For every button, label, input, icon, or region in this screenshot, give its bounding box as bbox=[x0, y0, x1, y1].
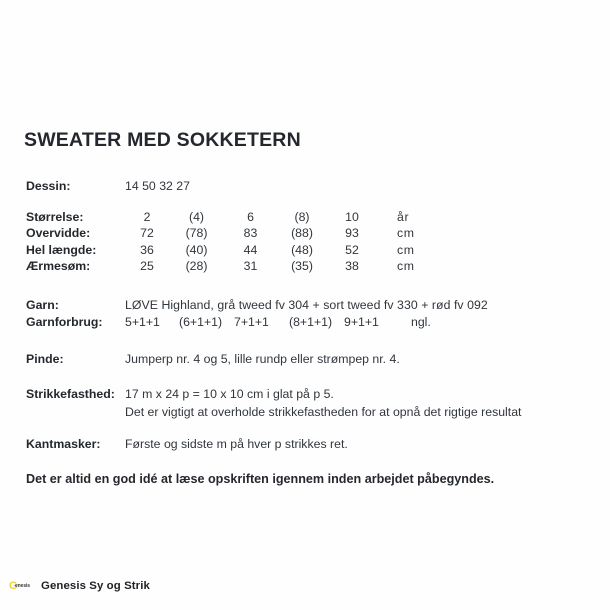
footer-brand bbox=[9, 580, 150, 592]
row-label-storrelse: Størrelse: bbox=[26, 210, 84, 224]
unit-hel-laengde: cm bbox=[397, 242, 415, 257]
table-row bbox=[26, 243, 415, 259]
kantmasker-label: Kantmasker: bbox=[26, 437, 101, 451]
kantmasker-value: Første og sidste m på hver p strikkes ret. bbox=[125, 437, 348, 451]
brand-name: Genesis Sy og Strik bbox=[41, 580, 150, 592]
garn-row bbox=[26, 298, 488, 312]
garnforbrug-label: Garnforbrug: bbox=[26, 315, 103, 329]
cell-hel-laengde-5: 52 bbox=[345, 242, 359, 257]
cell-aermesom-3: 31 bbox=[243, 259, 258, 274]
unit-storrelse: år bbox=[397, 210, 410, 224]
table-row bbox=[26, 226, 415, 242]
cell-storrelse-5: 10 bbox=[345, 210, 359, 224]
garn-label: Garn: bbox=[26, 298, 59, 312]
genesis-logo-icon bbox=[9, 580, 31, 592]
logo-wordmark: enesis bbox=[15, 582, 30, 589]
garnforbrug-5: 9+1+1 bbox=[344, 315, 379, 329]
cell-aermesom-4: (35) bbox=[291, 259, 313, 274]
pinde-label: Pinde: bbox=[26, 352, 64, 366]
table-row bbox=[26, 259, 415, 275]
logo-g-glyph: G bbox=[9, 580, 18, 592]
cell-storrelse-1: 2 bbox=[143, 210, 151, 224]
cell-storrelse-4: (8) bbox=[294, 210, 310, 224]
cell-overvidde-5: 93 bbox=[345, 226, 359, 241]
strikkefasthed-line-2: Det er vigtigt at overholde strikkefastheden for at opnå det rigtige resultat bbox=[125, 404, 522, 419]
cell-hel-laengde-2: (40) bbox=[185, 242, 208, 257]
garnforbrug-3: 7+1+1 bbox=[234, 315, 269, 329]
unit-overvidde: cm bbox=[397, 226, 415, 241]
cell-overvidde-3: 83 bbox=[243, 226, 258, 241]
table-row bbox=[26, 210, 415, 226]
strikkefasthed-line-1: 17 m x 24 p = 10 x 10 cm i glat på p 5. bbox=[125, 387, 334, 401]
kantmasker-row bbox=[26, 437, 348, 451]
cell-storrelse-2: (4) bbox=[188, 210, 205, 224]
cell-hel-laengde-3: 44 bbox=[243, 242, 258, 257]
cell-overvidde-2: (78) bbox=[185, 226, 208, 241]
cell-aermesom-5: 38 bbox=[345, 259, 359, 274]
dessin-label: Dessin: bbox=[26, 179, 71, 193]
cell-aermesom-2: (28) bbox=[185, 259, 208, 274]
pinde-row bbox=[26, 352, 400, 366]
cell-overvidde-1: 72 bbox=[140, 226, 154, 241]
cell-hel-laengde-1: 36 bbox=[140, 242, 154, 257]
strikkefasthed-value bbox=[125, 387, 521, 419]
closing-note: Det er altid en god idé at læse opskriften igennem inden arbejdet påbegyndes. bbox=[26, 472, 495, 486]
garnforbrug-1: 5+1+1 bbox=[125, 315, 160, 329]
row-label-hel-laengde: Hel længde: bbox=[26, 242, 97, 257]
strikkefasthed-label: Strikkefasthed: bbox=[26, 387, 115, 401]
page-title: SWEATER MED SOKKETERN bbox=[24, 129, 301, 151]
unit-aermesom: cm bbox=[397, 259, 415, 274]
pinde-value: Jumperp nr. 4 og 5, lille rundp eller strømpep nr. 4. bbox=[125, 352, 400, 366]
garnforbrug-values bbox=[125, 315, 431, 329]
cell-overvidde-4: (88) bbox=[291, 226, 313, 241]
garn-value: LØVE Highland, grå tweed fv 304 + sort tweed fv 330 + rød fv 092 bbox=[125, 298, 488, 312]
row-label-overvidde: Overvidde: bbox=[26, 226, 91, 241]
garnforbrug-4: (8+1+1) bbox=[289, 315, 333, 329]
cell-storrelse-3: 6 bbox=[247, 210, 254, 224]
dessin-value: 14 50 32 27 bbox=[125, 179, 190, 193]
cell-aermesom-1: 25 bbox=[140, 259, 154, 274]
strikkefasthed-row bbox=[26, 387, 521, 419]
garnforbrug-unit: ngl. bbox=[411, 315, 431, 329]
garnforbrug-2: (6+1+1) bbox=[179, 315, 223, 329]
cell-hel-laengde-4: (48) bbox=[291, 242, 313, 257]
row-label-aermesom: Ærmesøm: bbox=[26, 259, 91, 274]
dessin-row bbox=[26, 179, 190, 193]
garnforbrug-row bbox=[26, 315, 431, 329]
measurements-table bbox=[26, 210, 415, 276]
